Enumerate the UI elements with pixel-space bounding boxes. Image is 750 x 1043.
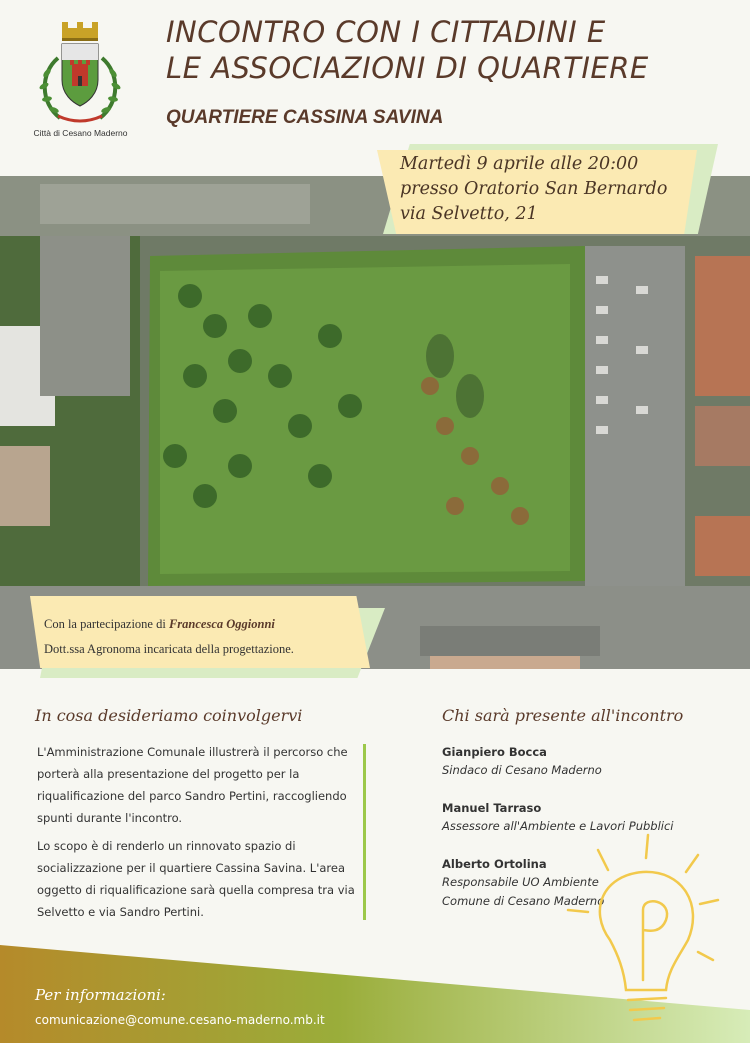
- info-label: Per informazioni:: [35, 986, 166, 1004]
- participant-role: Dott.ssa Agronoma incaricata della progettazione.: [44, 642, 294, 656]
- participation-text: [44, 612, 294, 662]
- title-line-2: LE ASSOCIAZIONI DI QUARTIERE: [166, 51, 649, 85]
- neighborhood-subtitle: QUARTIERE CASSINA SAVINA: [166, 107, 444, 128]
- attendee-name: Alberto Ortolina: [442, 857, 547, 871]
- title-line-1: INCONTRO CON I CITTADINI E: [166, 15, 606, 49]
- column-divider: [363, 744, 366, 920]
- contact-email[interactable]: comunicazione@comune.cesano-maderno.mb.it: [35, 1013, 325, 1027]
- participation-prefix: Con la partecipazione di: [44, 617, 169, 631]
- event-address: via Selvetto, 21: [400, 204, 538, 224]
- crest-caption: Città di Cesano Maderno: [33, 128, 128, 138]
- attendee-role: Responsabile UO Ambiente: [442, 875, 599, 889]
- aerial-park-photo: [0, 176, 750, 669]
- attendee-name: Manuel Tarraso: [442, 801, 542, 815]
- attendee-role-line-2: Comune di Cesano Maderno: [442, 894, 605, 908]
- attendee-role: Assessore all'Ambiente e Lavori Pubblici: [442, 819, 674, 833]
- involvement-paragraph-1: L'Amministrazione Comunale illustrerà il percorso che porterà alla presentazione del progetto per la riqualificazione del parco Sandro Pertini, raccogliendo spunti durante l'incontro.: [37, 745, 348, 825]
- involvement-paragraph-2: Lo scopo è di renderlo un rinnovato spazio di socializzazione per il quartiere Cassina Savina. L'area oggetto di riqualificazione sarà quella compresa tra via Selvetto e via Sandro Pertini.: [37, 839, 355, 919]
- lightbulb-icon: [548, 830, 748, 1040]
- involvement-heading: In cosa desideriamo coinvolgervi: [35, 706, 303, 725]
- attendee-role: Sindaco di Cesano Maderno: [442, 763, 602, 777]
- attendee-name: Gianpiero Bocca: [442, 745, 547, 759]
- participant-name: Francesca Oggionni: [168, 617, 275, 631]
- attendees-heading: Chi sarà presente all'incontro: [442, 706, 684, 725]
- event-date-time: Martedì 9 aprile alle 20:00: [400, 154, 639, 174]
- involvement-body: [37, 741, 355, 929]
- event-details: [400, 152, 667, 227]
- attendee: [442, 744, 732, 780]
- event-venue: presso Oratorio San Bernardo: [400, 179, 668, 199]
- page-title: [166, 14, 736, 86]
- city-crest-logo: [30, 18, 130, 128]
